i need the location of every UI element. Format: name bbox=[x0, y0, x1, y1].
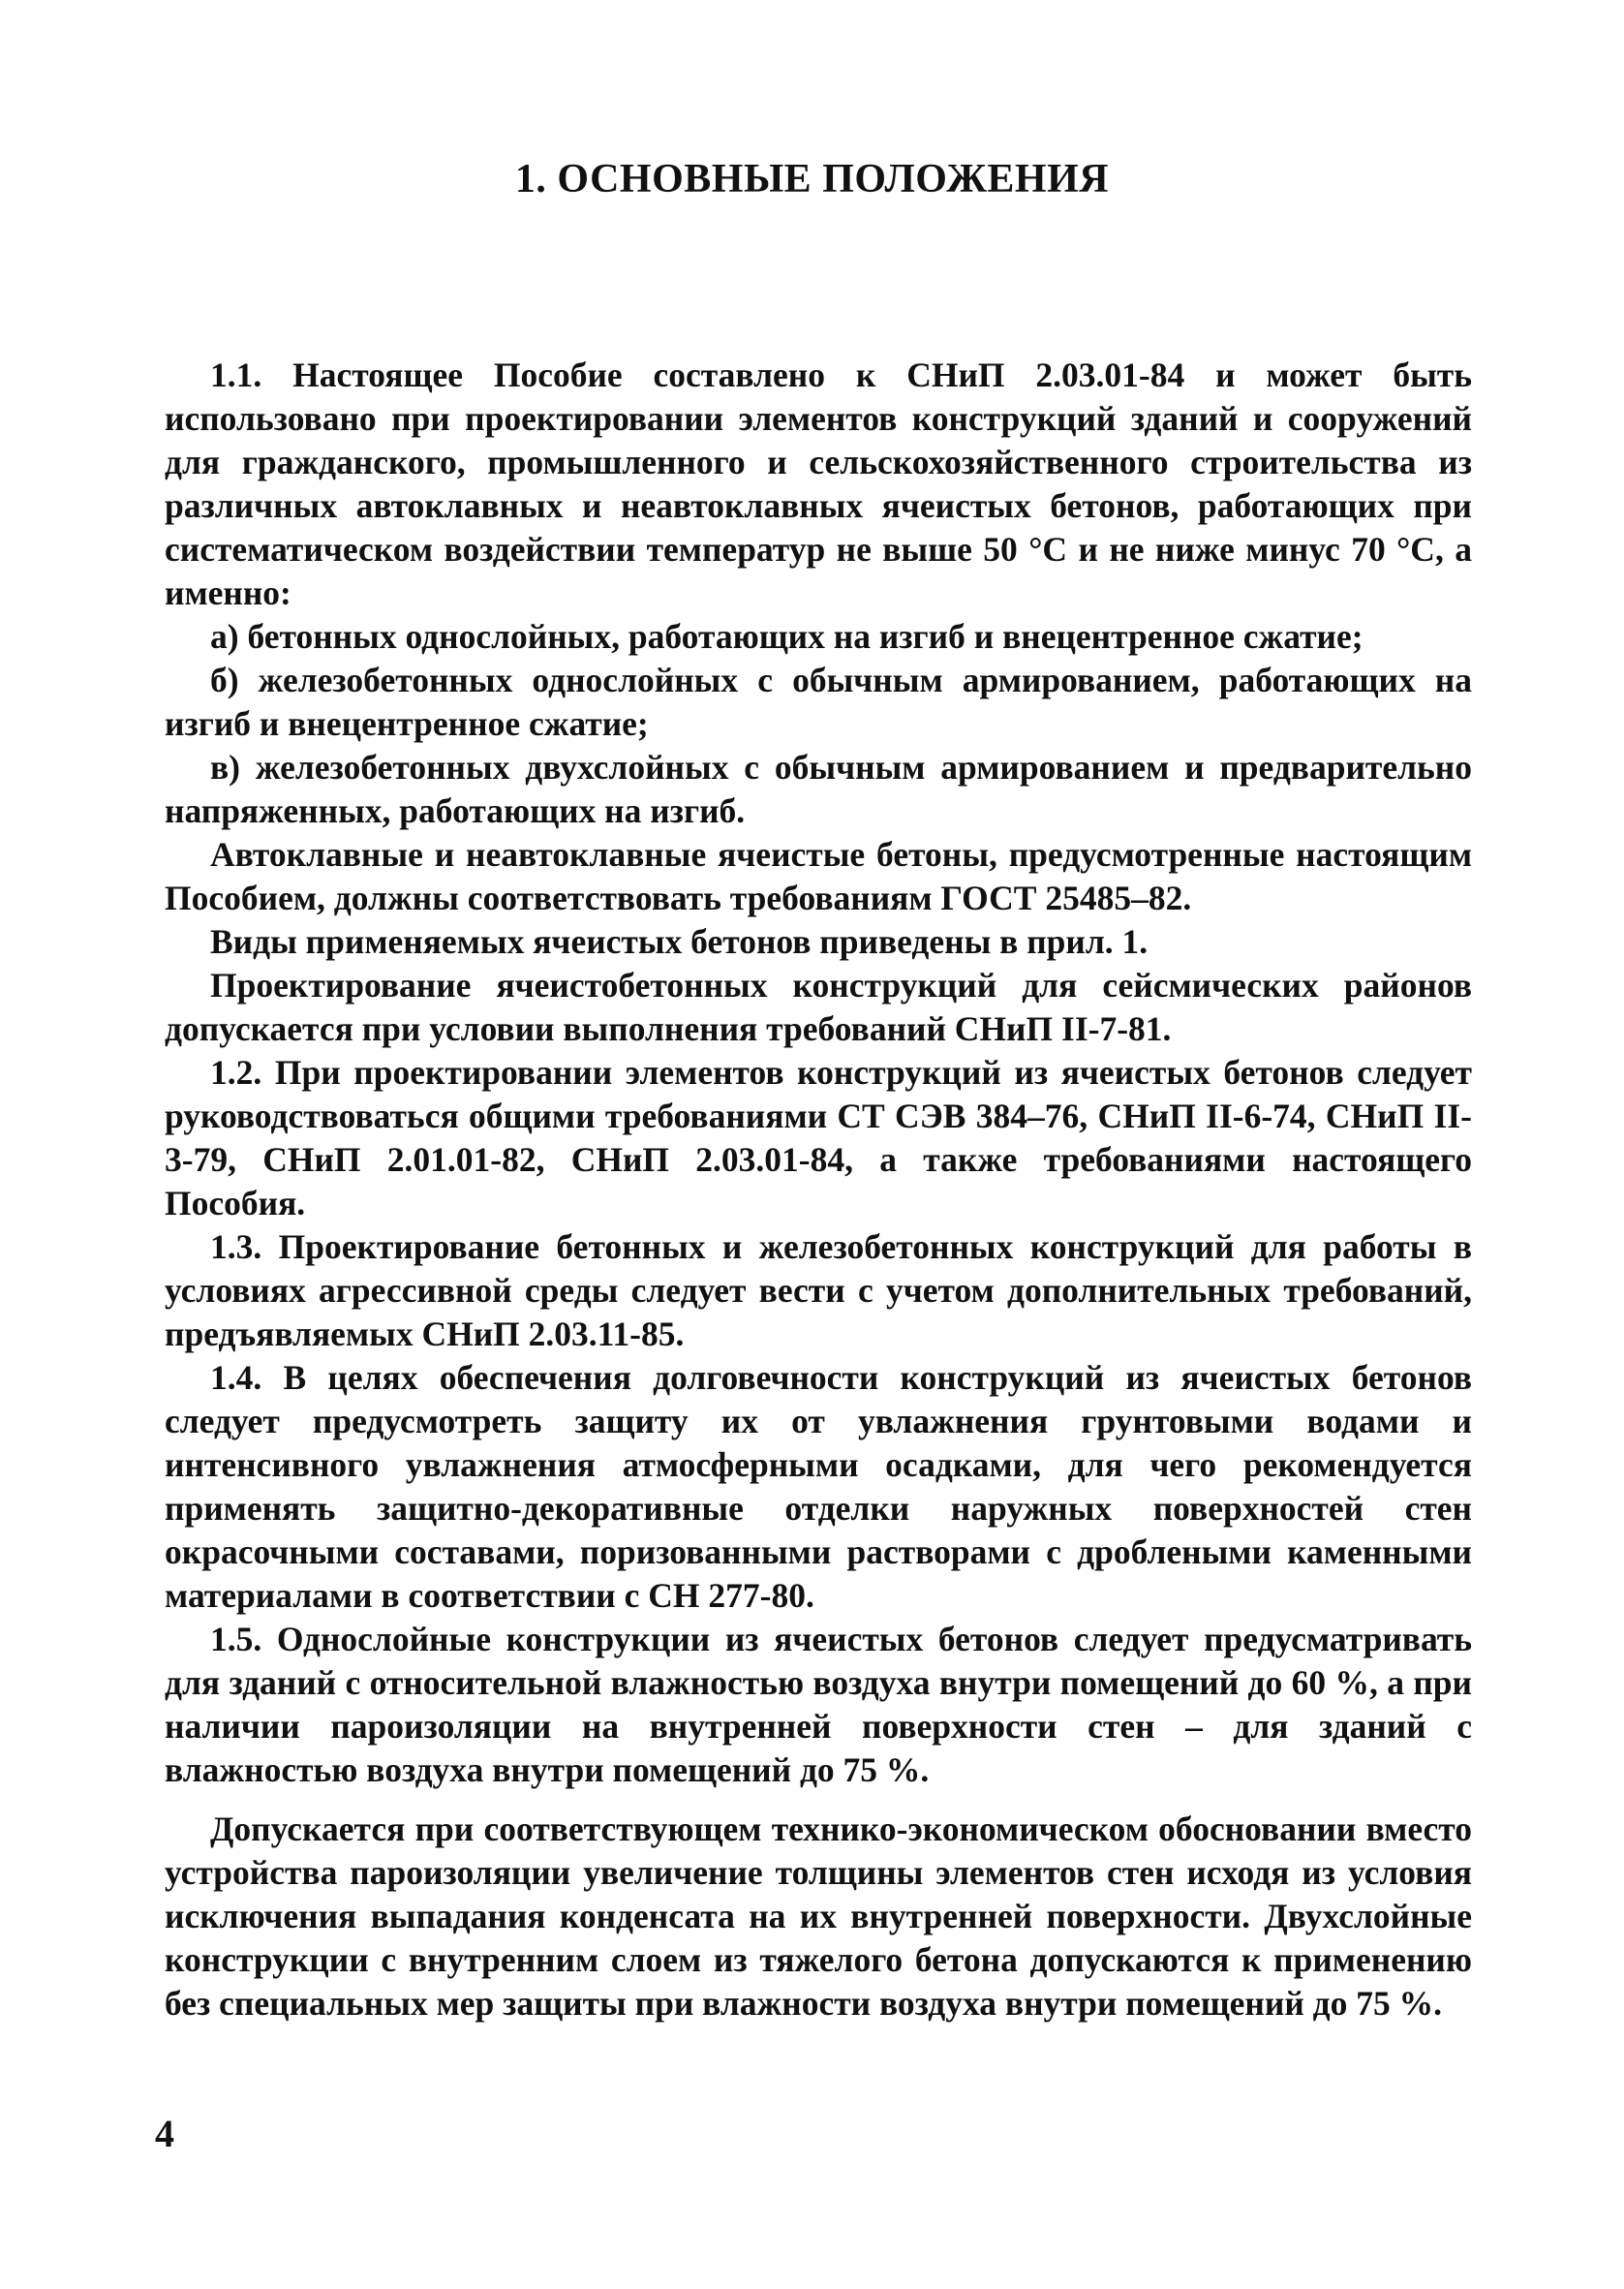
paragraph-1-5: 1.5. Однослойные конструкции из ячеистых бетонов следует предусматривать для зданий с относительной влажностью воздуха внутри помещений до 60 %, а при наличии пароизоляции на внутренней поверхности стен – для зданий с влажностью воздуха внутри помещений до 75 %. bbox=[165, 1620, 1472, 1789]
paragraph-concrete-types: Виды применяемых ячеистых бетонов приведены в прил. 1. bbox=[210, 922, 1149, 961]
list-item-a: а) бетонных однослойных, работающих на изгиб и внецентренное сжатие; bbox=[210, 617, 1364, 656]
list-item-v: в) железобетонных двухслойных с обычным армированием и предварительно напряженных, работающих на изгиб. bbox=[165, 748, 1472, 830]
section-heading: 1. ОСНОВНЫЕ ПОЛОЖЕНИЯ bbox=[514, 157, 1110, 202]
list-item-b: б) железобетонных однослойных с обычным армированием, работающих на изгиб и внецентренное сжатие; bbox=[165, 661, 1472, 743]
section-body bbox=[165, 354, 1472, 2026]
paragraph-1-3: 1.3. Проектирование бетонных и железобетонных конструкций для работы в условиях агрессивной среды следует вести с учетом дополнительных требований, предъявляемых СНиП 2.03.11-85. bbox=[165, 1227, 1472, 1353]
paragraph-gost: Автоклавные и неавтоклавные ячеистые бетоны, предусмотренные настоящим Пособием, должны соответствовать требованиям ГОСТ 25485–82. bbox=[165, 835, 1472, 917]
paragraph-1-1: 1.1. Настоящее Пособие составлено к СНиП 2.03.01-84 и может быть использовано при проектировании элементов конструкций зданий и сооружений для гражданского, промышленного и сельскохозяйственного строительства из различных автоклавных и неавтоклавных ячеистых бетонов, работающих при систематическом воздействии температур не выше 50 °С и не ниже минус 70 °С, а именно: bbox=[165, 356, 1472, 612]
page-number: 4 bbox=[155, 2112, 174, 2155]
paragraph-1-4: 1.4. В целях обеспечения долговечности конструкций из ячеистых бетонов следует предусмотреть защиту их от увлажнения грунтовыми водами и интенсивного увлажнения атмосферными осадками, для чего рекомендуется применять защитно-декоративные отделки наружных поверхностей стен окрасочными составами, поризованными растворами с дроблеными каменными материалами в соответствии с СН 277-80. bbox=[165, 1358, 1472, 1615]
paragraph-vapor-barrier: Допускается при соответствующем технико-экономическом обосновании вместо устройства пароизоляции увеличение толщины элементов стен исходя из условия исключения выпадания конденсата на их внутренней поверхности. Двухслойные конструкции с внутренним слоем из тяжелого бетона допускаются к применению без специальных мер защиты при влажности воздуха внутри помещений до 75 %. bbox=[165, 1810, 1472, 2023]
paragraph-spacer bbox=[165, 1792, 1472, 1808]
paragraph-1-2: 1.2. При проектировании элементов конструкций из ячеистых бетонов следует руководствоваться общими требованиями СТ СЭВ 384–76, СНиП II-6-74, СНиП II-3-79, СНиП 2.01.01-82, СНиП 2.03.01-84, а также требованиями настоящего Пособия. bbox=[165, 1053, 1472, 1222]
paragraph-seismic: Проектирование ячеистобетонных конструкций для сейсмических районов допускается при условии выполнения требований СНиП II-7-81. bbox=[165, 966, 1472, 1048]
